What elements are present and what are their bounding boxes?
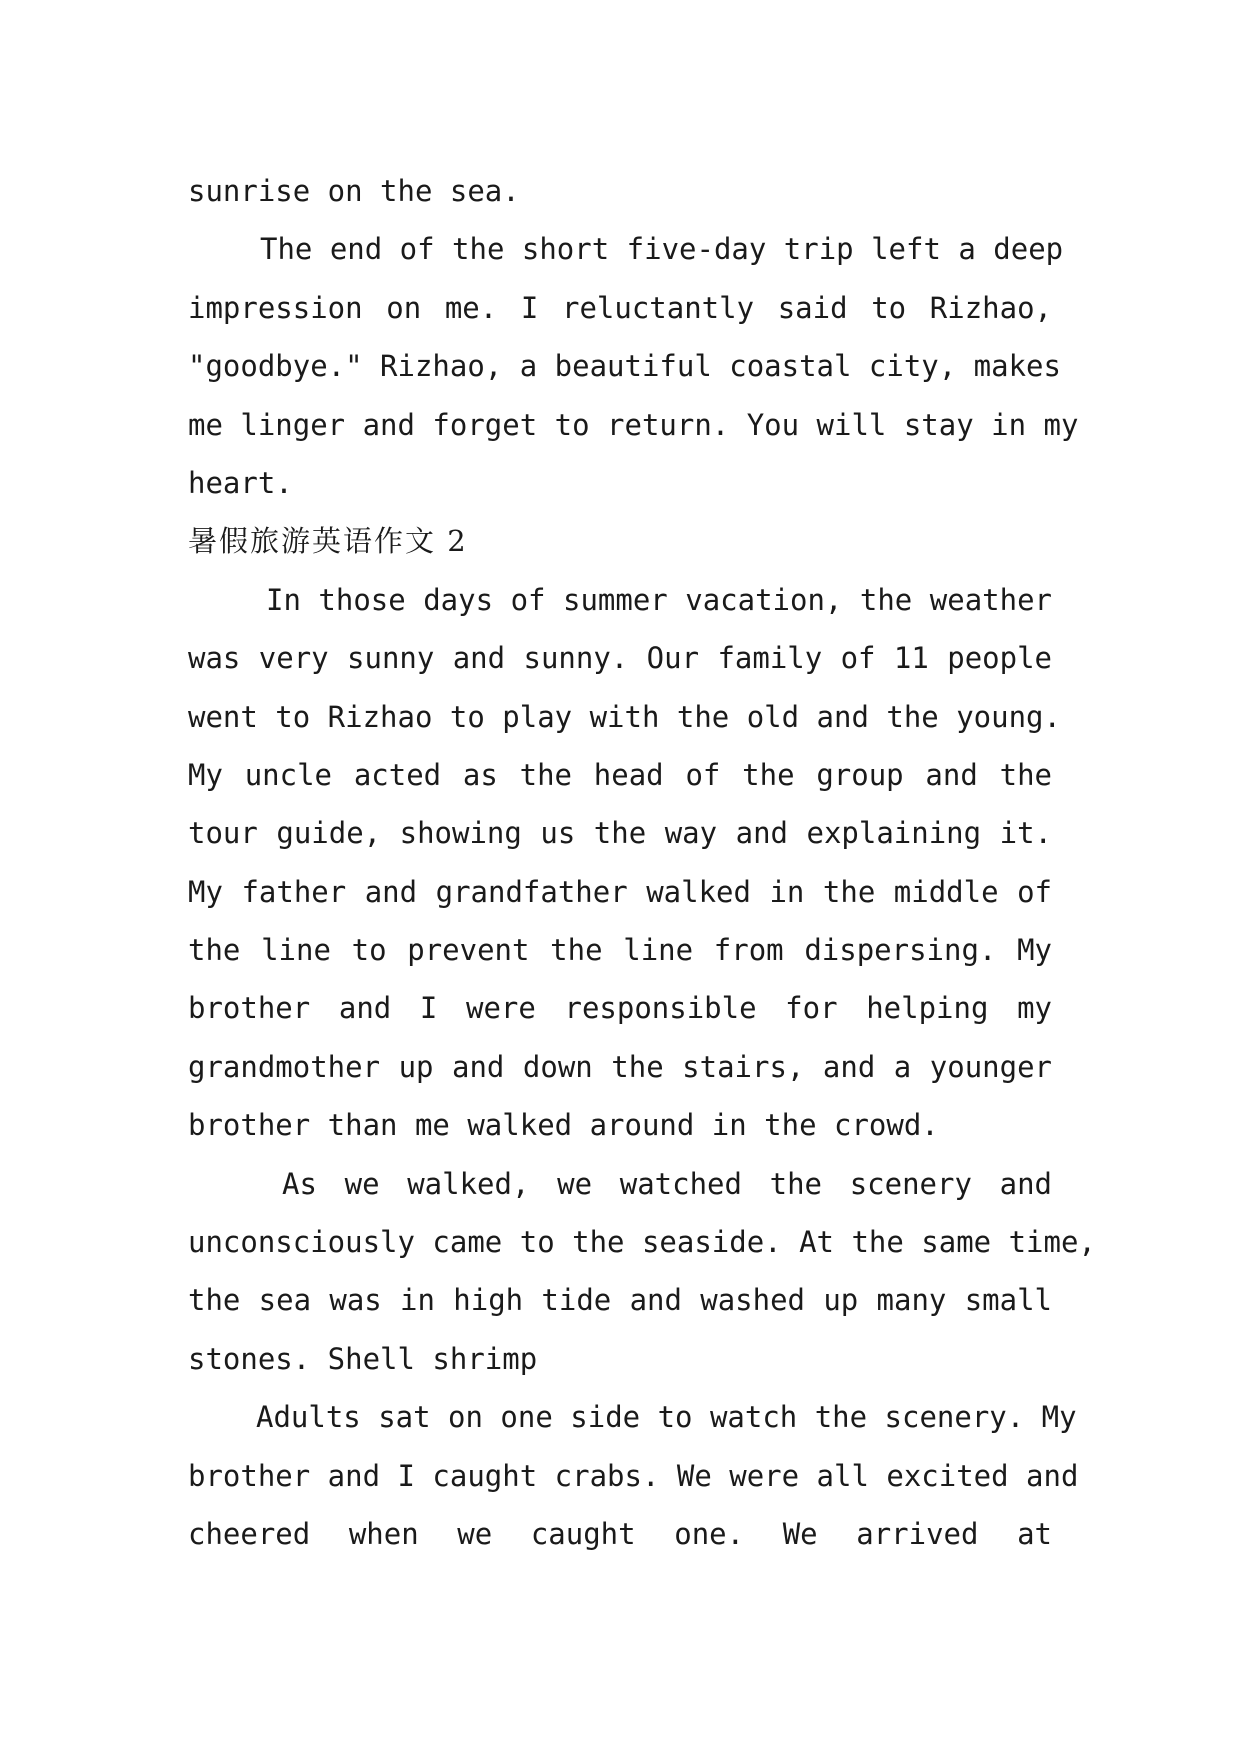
text-line: the line to prevent the line from dispersing. My bbox=[188, 933, 1052, 968]
text-line: In those days of summer vacation, the weather bbox=[266, 582, 1052, 617]
paragraph-1 bbox=[188, 162, 1052, 220]
text-line: "goodbye." Rizhao, a beautiful coastal city, makes bbox=[188, 349, 1061, 384]
document-page bbox=[188, 162, 1096, 1563]
paragraph-4 bbox=[188, 1155, 1096, 1389]
text-line: heart. bbox=[188, 465, 293, 500]
heading-text: 暑假旅游英语作文 2 bbox=[188, 524, 468, 559]
text-line: me linger and forget to return. You will stay in my bbox=[188, 407, 1079, 442]
text-line: impression on me. I reluctantly said to Rizhao, bbox=[188, 290, 1052, 325]
paragraph-5 bbox=[188, 1388, 1079, 1563]
text-line: brother and I were responsible for helping my bbox=[188, 991, 1052, 1026]
text-line: the sea was in high tide and washed up many small bbox=[188, 1283, 1052, 1318]
paragraph-3 bbox=[188, 571, 1061, 1155]
section-heading bbox=[188, 512, 1052, 570]
text-line: My father and grandfather walked in the middle of bbox=[188, 874, 1052, 909]
text-line: My uncle acted as the head of the group and the bbox=[188, 757, 1052, 792]
text-line: was very sunny and sunny. Our family of 11 people bbox=[188, 641, 1052, 676]
text-line: grandmother up and down the stairs, and a younger bbox=[188, 1049, 1052, 1084]
text-line: tour guide, showing us the way and explaining it. bbox=[188, 816, 1052, 851]
text-line: stones. Shell shrimp bbox=[188, 1341, 538, 1376]
text-line: Adults sat on one side to watch the scenery. My bbox=[256, 1400, 1077, 1435]
text-line: cheered when we caught one. We arrived at bbox=[188, 1516, 1052, 1551]
paragraph-2 bbox=[188, 220, 1079, 512]
text-line: unconsciously came to the seaside. At the same time, bbox=[188, 1225, 1096, 1260]
text-line: brother and I caught crabs. We were all excited and bbox=[188, 1458, 1079, 1493]
text-line: sunrise on the sea. bbox=[188, 174, 520, 208]
text-line: As we walked, we watched the scenery and bbox=[282, 1166, 1052, 1201]
text-line: went to Rizhao to play with the old and the young. bbox=[188, 699, 1061, 734]
text-line: The end of the short five-day trip left a deep bbox=[260, 232, 1064, 267]
text-line: brother than me walked around in the crowd. bbox=[188, 1108, 939, 1143]
